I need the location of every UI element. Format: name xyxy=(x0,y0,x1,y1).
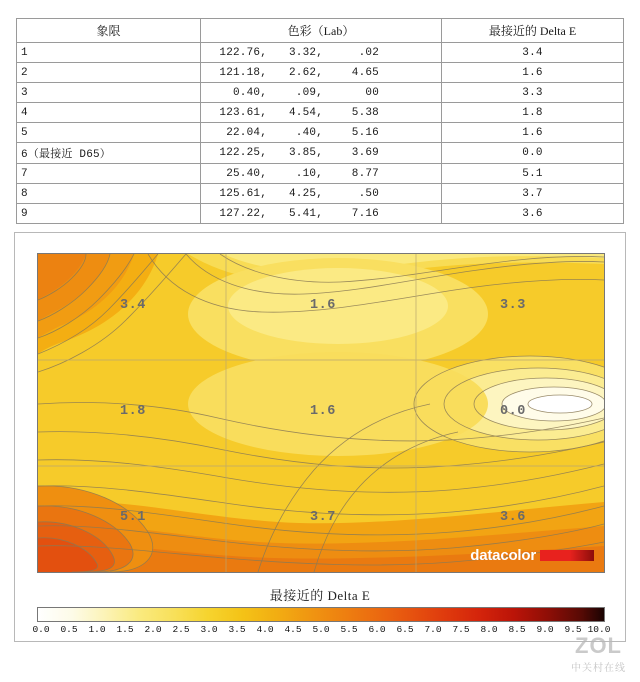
lab-value-l: 122.25, xyxy=(219,147,267,159)
table-row xyxy=(17,184,624,204)
colorbar-tick: 1.5 xyxy=(116,624,134,635)
lab-value-a: .40, xyxy=(295,126,323,139)
table-header-row xyxy=(17,19,624,43)
colorbar-tick: 7.5 xyxy=(452,624,470,635)
heatmap-cell-label: 1.6 xyxy=(310,404,336,419)
cell-quadrant: 4 xyxy=(17,103,201,123)
delta-e-table xyxy=(16,18,624,224)
legend-title: 最接近的 Delta E xyxy=(269,588,371,603)
colorbar-ticks xyxy=(32,624,611,638)
table-row xyxy=(17,143,624,164)
lab-value-a: 4.25, xyxy=(288,187,323,200)
cell-lab xyxy=(201,63,442,83)
cell-lab xyxy=(201,103,442,123)
delta-e-table-container xyxy=(16,18,624,224)
table-body xyxy=(17,43,624,224)
table-row xyxy=(17,103,624,123)
datacolor-watermark xyxy=(470,547,594,564)
colorbar-tick: 1.0 xyxy=(88,624,106,635)
column-header-delta-e: 最接近的 Delta E xyxy=(442,19,624,43)
datacolor-bar-icon xyxy=(540,550,594,561)
heatmap-cell-label: 3.4 xyxy=(120,298,146,313)
cell-delta-e: 1.6 xyxy=(442,63,624,83)
cell-delta-e: 3.4 xyxy=(442,43,624,63)
cell-quadrant: 2 xyxy=(17,63,201,83)
lab-value-l: 25.40, xyxy=(226,167,267,180)
colorbar-tick: 9.0 xyxy=(536,624,554,635)
lab-value-l: 0.40, xyxy=(232,86,267,99)
colorbar-tick: 3.5 xyxy=(228,624,246,635)
cell-lab xyxy=(201,83,442,103)
cell-quadrant: 5 xyxy=(17,123,201,143)
column-header-lab: 色彩（Lab） xyxy=(201,19,442,43)
colorbar-tick: 2.0 xyxy=(144,624,162,635)
table-row xyxy=(17,204,624,224)
lab-value-b: 4.65 xyxy=(351,66,379,79)
cell-quadrant: 9 xyxy=(17,204,201,224)
heatmap-cell-label: 3.6 xyxy=(500,510,526,525)
cell-quadrant: 3 xyxy=(17,83,201,103)
lab-value-l: 123.61, xyxy=(219,106,267,119)
table-head xyxy=(17,19,624,43)
table-row xyxy=(17,164,624,184)
colorbar-tick: 6.5 xyxy=(396,624,414,635)
lab-value-b: 5.16 xyxy=(351,126,379,139)
colorbar-tick: 4.5 xyxy=(284,624,302,635)
lab-value-a: .09, xyxy=(295,86,323,99)
column-header-quadrant: 象限 xyxy=(17,19,201,43)
lab-value-a: 3.85, xyxy=(288,147,323,159)
cell-lab xyxy=(201,143,442,164)
cell-quadrant: 1 xyxy=(17,43,201,63)
lab-value-a: .10, xyxy=(295,167,323,180)
cell-delta-e: 3.7 xyxy=(442,184,624,204)
heatmap-plot xyxy=(37,253,605,573)
cell-delta-e: 3.3 xyxy=(442,83,624,103)
colorbar-tick: 3.0 xyxy=(200,624,218,635)
cell-quadrant: 8 xyxy=(17,184,201,204)
colorbar-tick: 5.5 xyxy=(340,624,358,635)
lab-value-a: 4.54, xyxy=(288,106,323,119)
cell-lab xyxy=(201,204,442,224)
lab-value-b: 5.38 xyxy=(351,106,379,119)
lab-value-l: 22.04, xyxy=(226,126,267,139)
colorbar-tick: 5.0 xyxy=(312,624,330,635)
cell-lab xyxy=(201,184,442,204)
cell-quadrant: 7 xyxy=(17,164,201,184)
colorbar-tick: 10.0 xyxy=(587,624,611,635)
table-row xyxy=(17,83,624,103)
colorbar-tick: 0.5 xyxy=(60,624,78,635)
heatmap-cell-label: 1.8 xyxy=(120,404,146,419)
lab-value-b: 8.77 xyxy=(351,167,379,180)
lab-value-b: 00 xyxy=(365,86,379,99)
cell-delta-e: 0.0 xyxy=(442,143,624,164)
lab-value-l: 122.76, xyxy=(219,46,267,59)
heatmap-cell-label: 1.6 xyxy=(310,298,336,313)
cell-lab xyxy=(201,164,442,184)
zol-subtitle: 中关村在线 xyxy=(571,663,626,674)
cell-delta-e: 3.6 xyxy=(442,204,624,224)
cell-delta-e: 1.8 xyxy=(442,103,624,123)
lab-value-a: 3.32, xyxy=(288,46,323,59)
colorbar-tick: 8.0 xyxy=(480,624,498,635)
cell-lab xyxy=(201,43,442,63)
table-row xyxy=(17,63,624,83)
colorbar xyxy=(37,607,605,622)
lab-value-l: 125.61, xyxy=(219,187,267,200)
lab-value-a: 5.41, xyxy=(288,207,323,220)
datacolor-label: datacolor xyxy=(470,547,536,564)
colorbar-tick: 7.0 xyxy=(424,624,442,635)
heatmap-cell-label: 0.0 xyxy=(500,404,526,419)
lab-value-b: .02 xyxy=(358,46,379,59)
table-row xyxy=(17,43,624,63)
lab-value-b: .50 xyxy=(358,187,379,200)
colorbar-tick: 2.5 xyxy=(172,624,190,635)
uniformity-chart-panel xyxy=(14,232,626,642)
lab-value-l: 127.22, xyxy=(219,207,267,220)
lab-value-b: 7.16 xyxy=(351,207,379,220)
cell-lab xyxy=(201,123,442,143)
colorbar-tick: 0.0 xyxy=(32,624,50,635)
heatmap-cell-label: 3.7 xyxy=(310,510,336,525)
table-row xyxy=(17,123,624,143)
lab-value-l: 121.18, xyxy=(219,66,267,79)
colorbar-tick: 8.5 xyxy=(508,624,526,635)
zol-logo-text: ZOL xyxy=(575,633,622,658)
colorbar-tick: 9.5 xyxy=(564,624,582,635)
lab-value-a: 2.62, xyxy=(288,66,323,79)
colorbar-tick: 4.0 xyxy=(256,624,274,635)
cell-delta-e: 1.6 xyxy=(442,123,624,143)
heatmap-cell-label: 3.3 xyxy=(500,298,526,313)
zol-watermark xyxy=(571,635,626,674)
lab-value-b: 3.69 xyxy=(351,147,379,159)
cell-quadrant: 6（最接近 D65） xyxy=(17,143,201,164)
heatmap-cell-label: 5.1 xyxy=(120,510,146,525)
colorbar-tick: 6.0 xyxy=(368,624,386,635)
cell-delta-e: 5.1 xyxy=(442,164,624,184)
